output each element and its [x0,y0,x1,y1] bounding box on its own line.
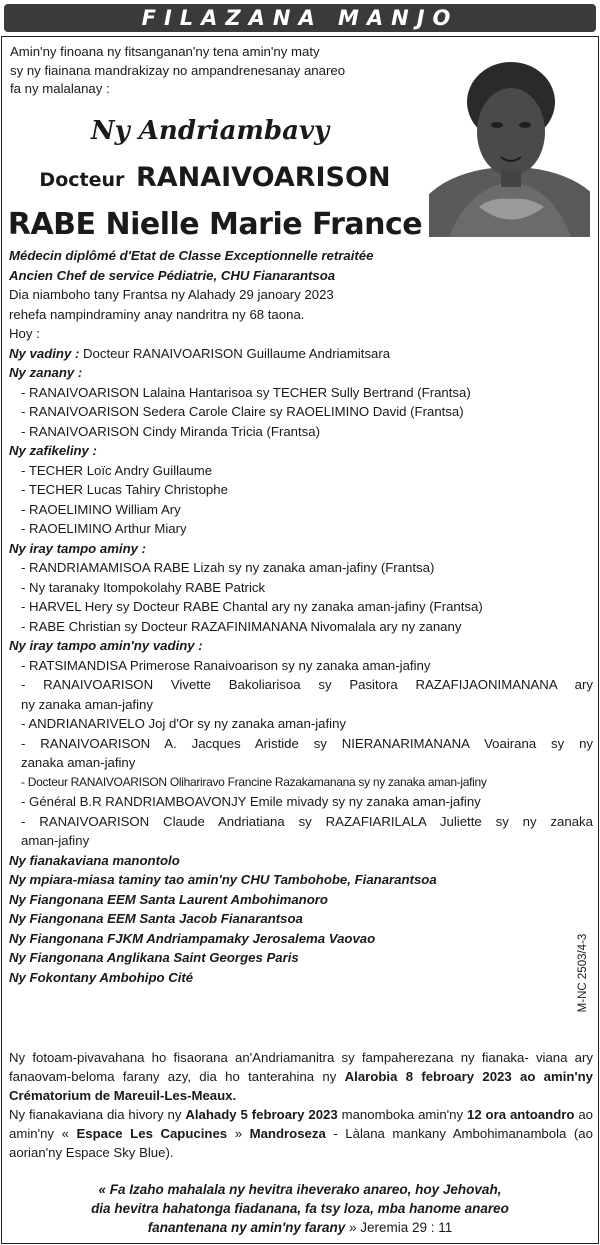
death-info-line: Dia niamboho tany Frantsa ny Alahady 29 janoary 2023 [9,287,334,302]
children-label: Ny zanany : [9,365,83,380]
organization-line: Ny Fiangonana FJKM Andriampamaky Jerosalema Vaovao [9,930,376,946]
ceremony-date-place: Alarobia 8 febroary 2023 ao amin'ny Crématorium de Mareuil-Les-Meaux. [9,1069,593,1103]
list-item: - RANAIVOARISON A. Jacques Aristide sy NIERANARIMANANA Voairana sy ny [21,735,593,751]
header-title: FILAZANA MANJO [141,6,459,30]
list-item: - Ny taranaky Itompokolahy RABE Patrick [21,579,266,595]
list-item: - RANAIVOARISON Lalaina Hantarisoa sy TECHER Sully Bertrand (Frantsa) [21,384,471,400]
ceremony-details [9,1048,593,1162]
siblings-label: Ny iray tampo aminy : [9,540,147,556]
list-item: - RANAIVOARISON Vivette Bakoliarisoa sy Pasitora RAZAFIJAONIMANANA ary [21,677,593,692]
list-item-continuation: zanaka aman-jafiny [21,755,136,770]
intro-line: fa ny malalanay : [10,81,110,96]
list-item: - RATSIMANDISA Primerose Ranaivoarison sy ny zanaka aman-jafiny [21,657,431,673]
spouse-siblings-label: Ny iray tampo amin'ny vadiny : [9,638,203,653]
list-item: - RANDRIAMAMISOA RABE Lizah sy ny zanaka aman-jafiny (Frantsa) [21,560,435,575]
spouse-value: Docteur RANAIVOARISON Guillaume Andriamitsara [83,345,391,361]
list-item-continuation: ny zanaka aman-jafiny [21,696,153,712]
deceased-title-line [0,162,430,193]
list-item: - RAOELIMINO William Ary [21,501,181,517]
list-item: - ANDRIANARIVELO Joj d'Or sy ny zanaka aman-jafiny [21,716,346,731]
list-item: - RABE Christian sy Docteur RAZAFINIMANANA Nivomalala ary ny zanany [21,618,462,634]
notice-header [4,4,596,32]
list-item: - Général B.R RANDRIAMBOAVONJY Emile mivady sy ny zanaka aman-jafiny [21,794,481,809]
verse-reference: » Jeremia 29 : 11 [348,1220,453,1235]
portrait-image [429,47,590,237]
intro-text [10,43,420,99]
gathering-paragraph [9,1105,593,1162]
verse-line: dia hevitra hahatonga fiadanana, fa tsy loza, mba hanome anareo [91,1201,509,1216]
deceased-title: Docteur [39,169,125,191]
gathering-text: - Làlana mankany Ambohimanambola (ao aorian'ny Espace Sky Blue). [9,1126,593,1160]
spouse-label: Ny vadiny : [9,345,80,361]
deceased-full-name: RABE Nielle Marie France [7,207,423,242]
ceremony-paragraph [9,1048,593,1105]
list-item: - RANAIVOARISON Cindy Miranda Tricia (Frantsa) [21,423,320,439]
reference-code [572,925,594,1020]
verse-line: « Fa Izaho mahalala ny hevitra iheverako anareo, hoy Jehovah, [98,1182,502,1197]
intro-line: Amin'ny finoana ny fitsanganan'ny tena amin'ny maty [10,44,320,59]
grandchildren-label: Ny zafikeliny : [9,443,97,458]
organization-line: Ny Fiangonana EEM Santa Laurent Ambohimanoro [9,891,328,907]
organization-line: Ny mpiara-miasa taminy tao amin'ny CHU Tambohobe, Fianarantsoa [9,872,437,887]
organization-line: Ny Fiangonana EEM Santa Jacob Fianarantsoa [9,911,303,926]
honorific-title: Ny Andriambavy [90,116,330,146]
gathering-text: » [234,1126,243,1141]
list-item-continuation: aman-jafiny [21,833,90,848]
spouse-line [9,344,593,364]
list-item: - RAOELIMINO Arthur Miary [21,521,187,536]
bible-verse [20,1180,580,1237]
death-info-line: rehefa nampindraminy anay nandritra ny 68 taona. [9,306,305,322]
list-item: - TECHER Lucas Tahiry Christophe [21,482,228,497]
gathering-text: manomboka amin'ny [341,1107,464,1122]
gathering-place: Espace Les Capucines [76,1126,228,1141]
organization-line: Ny fianakaviana manontolo [9,852,180,868]
gathering-time: 12 ora antoandro [467,1107,575,1122]
gathering-date: Alahady 5 febroary 2023 [185,1107,338,1122]
verse-line [20,1218,580,1237]
career-line: Ancien Chef de service Pédiatrie, CHU Fianarantsoa [9,267,336,283]
death-info-line: Hoy : [9,326,40,341]
career-line: Médecin diplômé d'Etat de Classe Exceptionnelle retraitée [9,248,374,263]
portrait-photo [429,47,590,237]
deceased-surname: RANAIVOARISON [135,162,391,193]
list-item: - Docteur RANAIVOARISON Olihariravo Francine Razakamanana sy ny zanaka aman-jafiny [21,774,487,789]
gathering-text: ao amin'ny « [9,1107,593,1141]
verse-line-text: fanantenana ny amin'ny farany [147,1220,346,1235]
intro-line: sy ny fiainana mandrakizay no ampandrenesanay anareo [10,62,346,78]
list-item: - TECHER Loïc Andry Guillaume [21,462,213,478]
organization-line: Ny Fiangonana Anglikana Saint Georges Paris [9,950,299,965]
list-item: - HARVEL Hery sy Docteur RABE Chantal ary ny zanaka aman-jafiny (Frantsa) [21,599,483,614]
gathering-city: Mandroseza [249,1126,326,1141]
notice-body [9,246,593,987]
list-item: - RANAIVOARISON Claude Andriatiana sy RAZAFIARILALA Juliette sy ny zanaka [21,813,593,829]
ceremony-text: Ny fotoam-pivavahana ho fisaorana an'Andriamanitra sy fampaherezana ny fianaka- viana ary fanaovam-beloma farany azy, dia ho tanterahina ny [9,1050,593,1084]
organization-line: Ny Fokontany Ambohipo Cité [9,969,194,985]
gathering-text: Ny fianakaviana dia hivory ny [9,1107,182,1122]
reference-code-text: M-NC 2503/4-3 [577,933,589,1012]
list-item: - RANAIVOARISON Sedera Carole Claire sy RAOELIMINO David (Frantsa) [21,404,464,419]
